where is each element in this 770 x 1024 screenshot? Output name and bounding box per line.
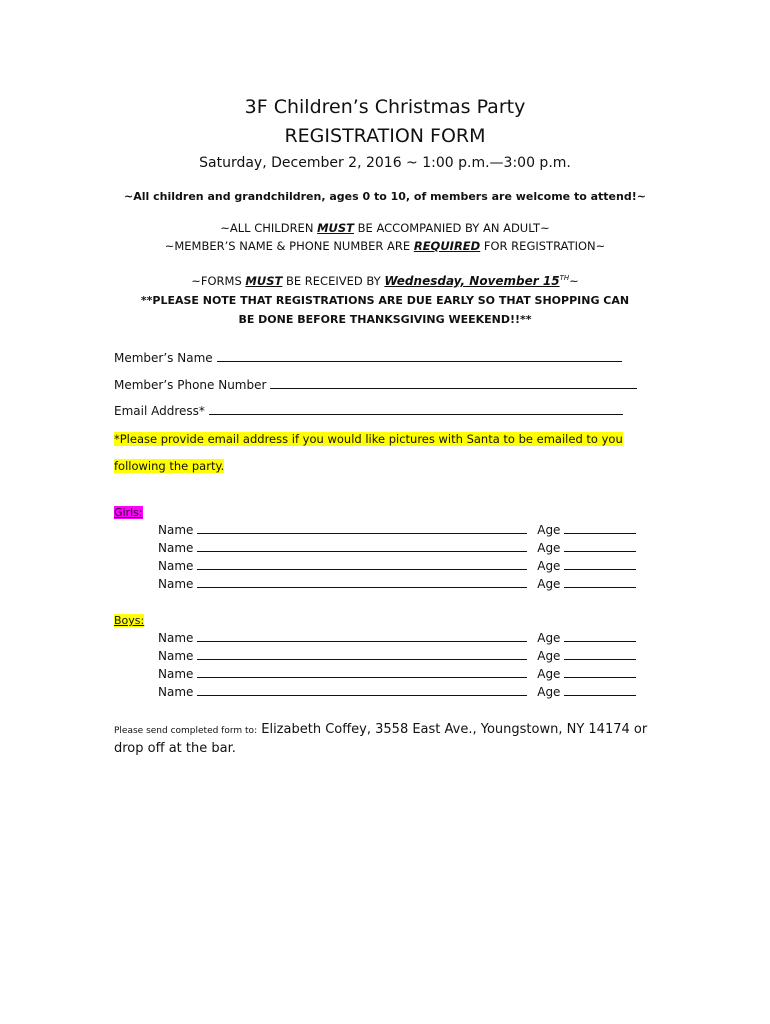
boy-age-line[interactable] xyxy=(564,658,636,660)
accompany-emphasis: MUST xyxy=(317,221,355,235)
girl-age-line[interactable] xyxy=(564,586,636,588)
email-line[interactable] xyxy=(209,413,623,415)
member-name-line[interactable] xyxy=(217,360,622,362)
deadline-text-post: ~ xyxy=(569,274,579,288)
girls-row-3[interactable] xyxy=(158,559,636,573)
boy-age-label: Age xyxy=(537,649,561,663)
welcome-notice: ~All children and grandchildren, ages 0 to 10, of members are welcome to attend!~ xyxy=(124,190,646,203)
member-phone-line[interactable] xyxy=(270,387,637,389)
boy-name-line[interactable] xyxy=(197,694,527,696)
member-name-field[interactable] xyxy=(114,351,622,365)
mailing-address: Elizabeth Coffey, 3558 East Ave., Youngstown, NY 14174 or xyxy=(257,722,648,737)
required-text-post: FOR REGISTRATION~ xyxy=(480,239,606,253)
send-label: Please send completed form to: xyxy=(114,726,258,736)
boy-name-label: Name xyxy=(158,649,194,663)
girl-age-label: Age xyxy=(537,541,561,555)
deadline-notice xyxy=(0,274,770,288)
girl-age-label: Age xyxy=(537,559,561,573)
boys-row-2[interactable] xyxy=(158,649,636,663)
member-name-label: Member’s Name xyxy=(114,351,213,365)
event-date: Saturday, December 2, 2016 ~ 1:00 p.m.—3:00 p.m. xyxy=(199,155,571,171)
member-phone-label: Member’s Phone Number xyxy=(114,378,267,392)
email-note-line1 xyxy=(114,432,623,446)
boy-name-line[interactable] xyxy=(197,658,527,660)
boy-age-label: Age xyxy=(537,667,561,681)
boys-section-label xyxy=(114,614,144,627)
boy-age-line[interactable] xyxy=(564,694,636,696)
email-note-text1: *Please provide email address if you would like pictures with Santa to be emailed to you xyxy=(114,432,623,446)
deadline-text-pre: ~FORMS xyxy=(191,274,246,288)
early-notice-line2: BE DONE BEFORE THANKSGIVING WEEKEND!!** xyxy=(238,313,532,326)
boy-name-label: Name xyxy=(158,685,194,699)
mailing-instructions xyxy=(114,722,647,737)
girl-name-label: Name xyxy=(158,523,194,537)
email-note-line2 xyxy=(114,459,224,473)
girls-row-4[interactable] xyxy=(158,577,636,591)
boy-age-label: Age xyxy=(537,631,561,645)
boy-age-label: Age xyxy=(537,685,561,699)
boys-row-3[interactable] xyxy=(158,667,636,681)
boy-name-line[interactable] xyxy=(197,676,527,678)
girl-age-label: Age xyxy=(537,577,561,591)
deadline-emphasis: MUST xyxy=(245,274,283,288)
form-title-line2: REGISTRATION FORM xyxy=(284,125,486,147)
early-notice-line1: **PLEASE NOTE THAT REGISTRATIONS ARE DUE EARLY SO THAT SHOPPING CAN xyxy=(140,294,630,307)
girl-name-line[interactable] xyxy=(197,568,527,570)
deadline-text-mid: BE RECEIVED BY xyxy=(282,274,385,288)
girl-name-line[interactable] xyxy=(197,532,527,534)
girls-label-text: Girls: xyxy=(114,506,143,519)
girl-age-label: Age xyxy=(537,523,561,537)
deadline-date: Wednesday, November 15 xyxy=(384,274,560,288)
boy-name-label: Name xyxy=(158,631,194,645)
girls-row-1[interactable] xyxy=(158,523,636,537)
girl-name-label: Name xyxy=(158,541,194,555)
dropoff-instructions: drop off at the bar. xyxy=(114,741,236,756)
girl-age-line[interactable] xyxy=(564,550,636,552)
girl-age-line[interactable] xyxy=(564,532,636,534)
boy-name-label: Name xyxy=(158,667,194,681)
accompany-notice xyxy=(0,221,770,235)
boys-row-4[interactable] xyxy=(158,685,636,699)
boys-row-1[interactable] xyxy=(158,631,636,645)
girl-name-line[interactable] xyxy=(197,550,527,552)
member-phone-field[interactable] xyxy=(114,378,637,392)
boy-age-line[interactable] xyxy=(564,640,636,642)
girls-row-2[interactable] xyxy=(158,541,636,555)
accompany-text-post: BE ACCOMPANIED BY AN ADULT~ xyxy=(354,221,550,235)
required-text-pre: ~MEMBER’S NAME & PHONE NUMBER ARE xyxy=(164,239,414,253)
required-emphasis: REQUIRED xyxy=(413,239,481,253)
boy-name-line[interactable] xyxy=(197,640,527,642)
form-title-line1: 3F Children’s Christmas Party xyxy=(244,96,526,118)
boys-label-text: Boys: xyxy=(114,614,145,627)
required-notice xyxy=(0,239,770,253)
email-label: Email Address* xyxy=(114,404,205,418)
email-field[interactable] xyxy=(114,404,623,418)
girl-name-label: Name xyxy=(158,577,194,591)
email-note-text2: following the party. xyxy=(114,459,225,473)
accompany-text-pre: ~ALL CHILDREN xyxy=(220,221,318,235)
girls-section-label xyxy=(114,506,143,519)
girl-age-line[interactable] xyxy=(564,568,636,570)
boy-age-line[interactable] xyxy=(564,676,636,678)
girl-name-line[interactable] xyxy=(197,586,527,588)
girl-name-label: Name xyxy=(158,559,194,573)
deadline-date-suffix: TH xyxy=(559,274,570,283)
